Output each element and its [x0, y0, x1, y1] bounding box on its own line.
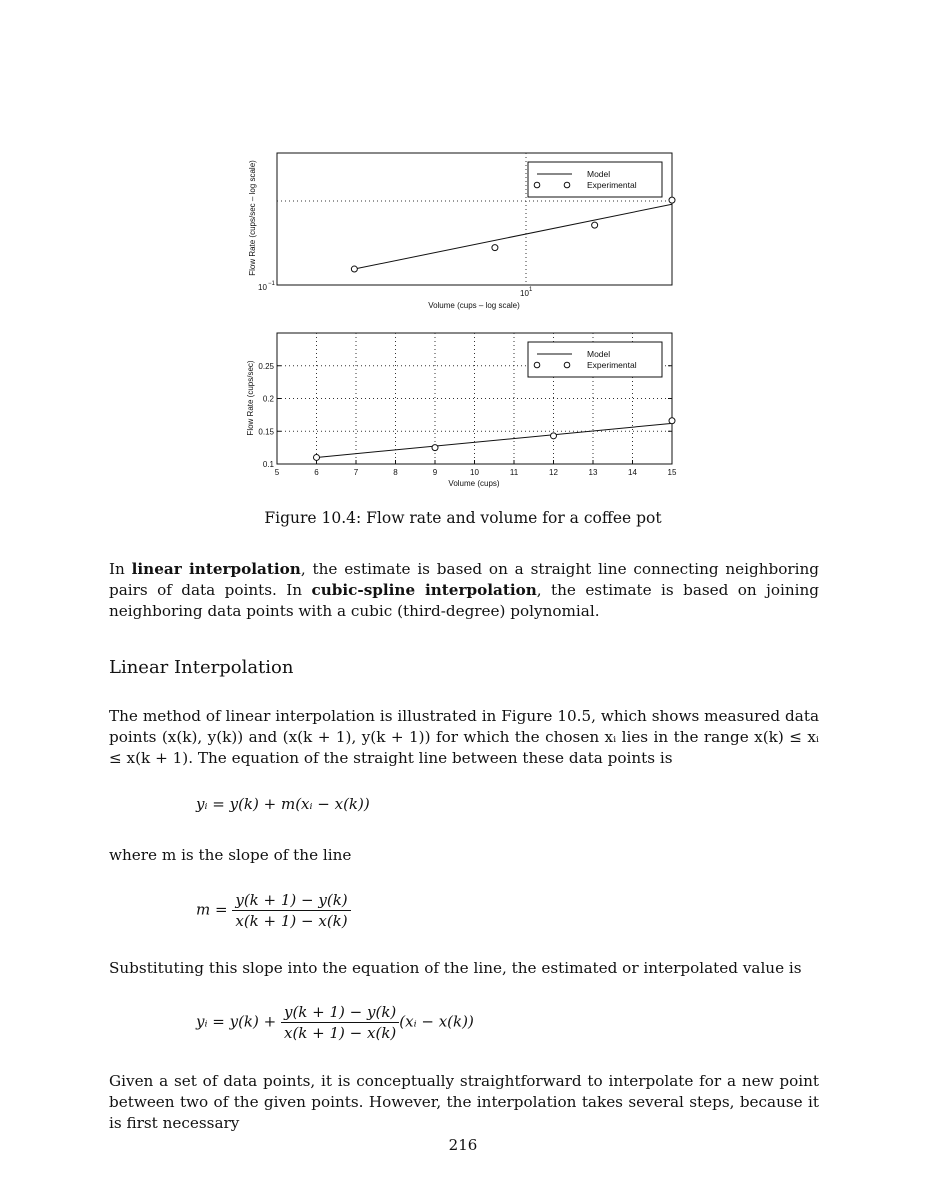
paragraph-linear-method: The method of linear interpolation is illustrated in Figure 10.5, which shows measured data points (x(k), y(k)) and (x(k + 1), y(k + 1)) for which the chosen xᵢ lies in the range x(k) ≤ xᵢ ≤ x(k + 1). The equation of the straight line between these data points is — [109, 707, 819, 767]
x-tick-label: 8 — [393, 468, 398, 477]
eq3-numerator: y(k + 1) − y(k) — [281, 1002, 399, 1023]
top-x-axis-label: Volume (cups – log scale) — [428, 301, 520, 310]
y-tick-label: 0.2 — [262, 394, 274, 404]
y-tick-label: 0.1 — [262, 460, 274, 469]
term-cubic-spline-interpolation: cubic-spline interpolation — [311, 581, 537, 599]
x-tick-label: 14 — [628, 468, 637, 477]
x-tick-label: 11 — [509, 468, 519, 477]
y-tick-label: 0.15 — [258, 427, 274, 437]
model-line — [317, 423, 673, 457]
experimental-point — [669, 418, 675, 424]
y-tick-label: 0.25 — [258, 361, 274, 371]
x-tick-label: 7 — [353, 468, 359, 477]
bottom-plot — [246, 333, 677, 488]
experimental-point — [314, 454, 320, 460]
paragraph-substitution: Substituting this slope into the equation of the line, the estimated or interpolated value is — [109, 959, 802, 977]
top-y-tick-exponent: −1 — [268, 281, 275, 287]
term-linear-interpolation: linear interpolation — [131, 560, 301, 578]
eq2-fraction — [232, 890, 350, 931]
equation-interpolated — [196, 1002, 474, 1043]
eq2-lhs: m = — [196, 900, 228, 919]
bottom-y-axis-label: Flow Rate (cups/sec) — [246, 360, 255, 436]
x-tick-label: 10 — [470, 468, 479, 477]
paragraph-slope-intro: where m is the slope of the line — [109, 846, 352, 864]
eq3-lhs: yᵢ = y(k) + — [196, 1012, 277, 1031]
equation-line: yᵢ = y(k) + m(xᵢ − x(k)) — [196, 795, 370, 813]
top-y-tick-label: 10 — [258, 283, 267, 292]
experimental-point — [669, 197, 675, 203]
eq2-denominator: x(k + 1) − x(k) — [235, 912, 348, 930]
top-x-tick-exponent: 1 — [529, 287, 533, 293]
page-number: 216 — [448, 1136, 478, 1154]
p1-text-c: , the estimate is based on a straight line connecting neighboring pairs of data points. In — [109, 560, 820, 599]
experimental-point — [551, 433, 557, 439]
x-tick-label: 15 — [667, 468, 677, 477]
x-tick-label: 12 — [549, 468, 558, 477]
x-tick-label: 9 — [432, 468, 438, 477]
section-heading: Linear Interpolation — [109, 657, 294, 678]
equation-slope — [196, 890, 351, 931]
x-tick-label: 5 — [274, 468, 280, 477]
legend-experimental-label: Experimental — [587, 180, 637, 190]
eq3-rhs: (xᵢ − x(k)) — [399, 1012, 474, 1031]
legend-model-label: Model — [587, 169, 611, 179]
experimental-point — [432, 445, 438, 451]
top-plot-legend — [528, 162, 662, 197]
p1-text-a: In — [109, 560, 132, 578]
bottom-x-axis-label: Volume (cups) — [448, 479, 500, 488]
legend-model-label: Model — [587, 349, 611, 359]
eq2-numerator: y(k + 1) − y(k) — [232, 890, 350, 911]
eq3-fraction — [281, 1002, 399, 1043]
x-tick-label: 6 — [314, 468, 319, 477]
eq3-denominator: x(k + 1) − x(k) — [284, 1024, 397, 1042]
model-line — [354, 204, 672, 269]
top-plot — [248, 153, 675, 310]
figure-10-4 — [0, 0, 926, 500]
experimental-point — [492, 245, 498, 251]
top-x-tick-label: 10 — [520, 289, 529, 298]
experimental-point — [351, 266, 357, 272]
bottom-plot-legend — [528, 342, 662, 377]
figure-caption: Figure 10.4: Flow rate and volume for a coffee pot — [264, 509, 662, 527]
paragraph-interpolation-types — [109, 559, 819, 622]
top-y-axis-label: Flow Rate (cups/sec – log scale) — [248, 160, 257, 276]
x-tick-label: 13 — [588, 468, 598, 477]
legend-experimental-label: Experimental — [587, 360, 637, 370]
experimental-point — [592, 222, 598, 228]
p1-text-e: , the estimate is based on joining neighboring data points with a cubic (third-degree) polynomial. — [109, 581, 819, 620]
paragraph-given-data: Given a set of data points, it is conceptually straightforward to interpolate for a new point between two of the given points. However, the interpolation takes several steps, because it is first necessary — [109, 1072, 819, 1132]
